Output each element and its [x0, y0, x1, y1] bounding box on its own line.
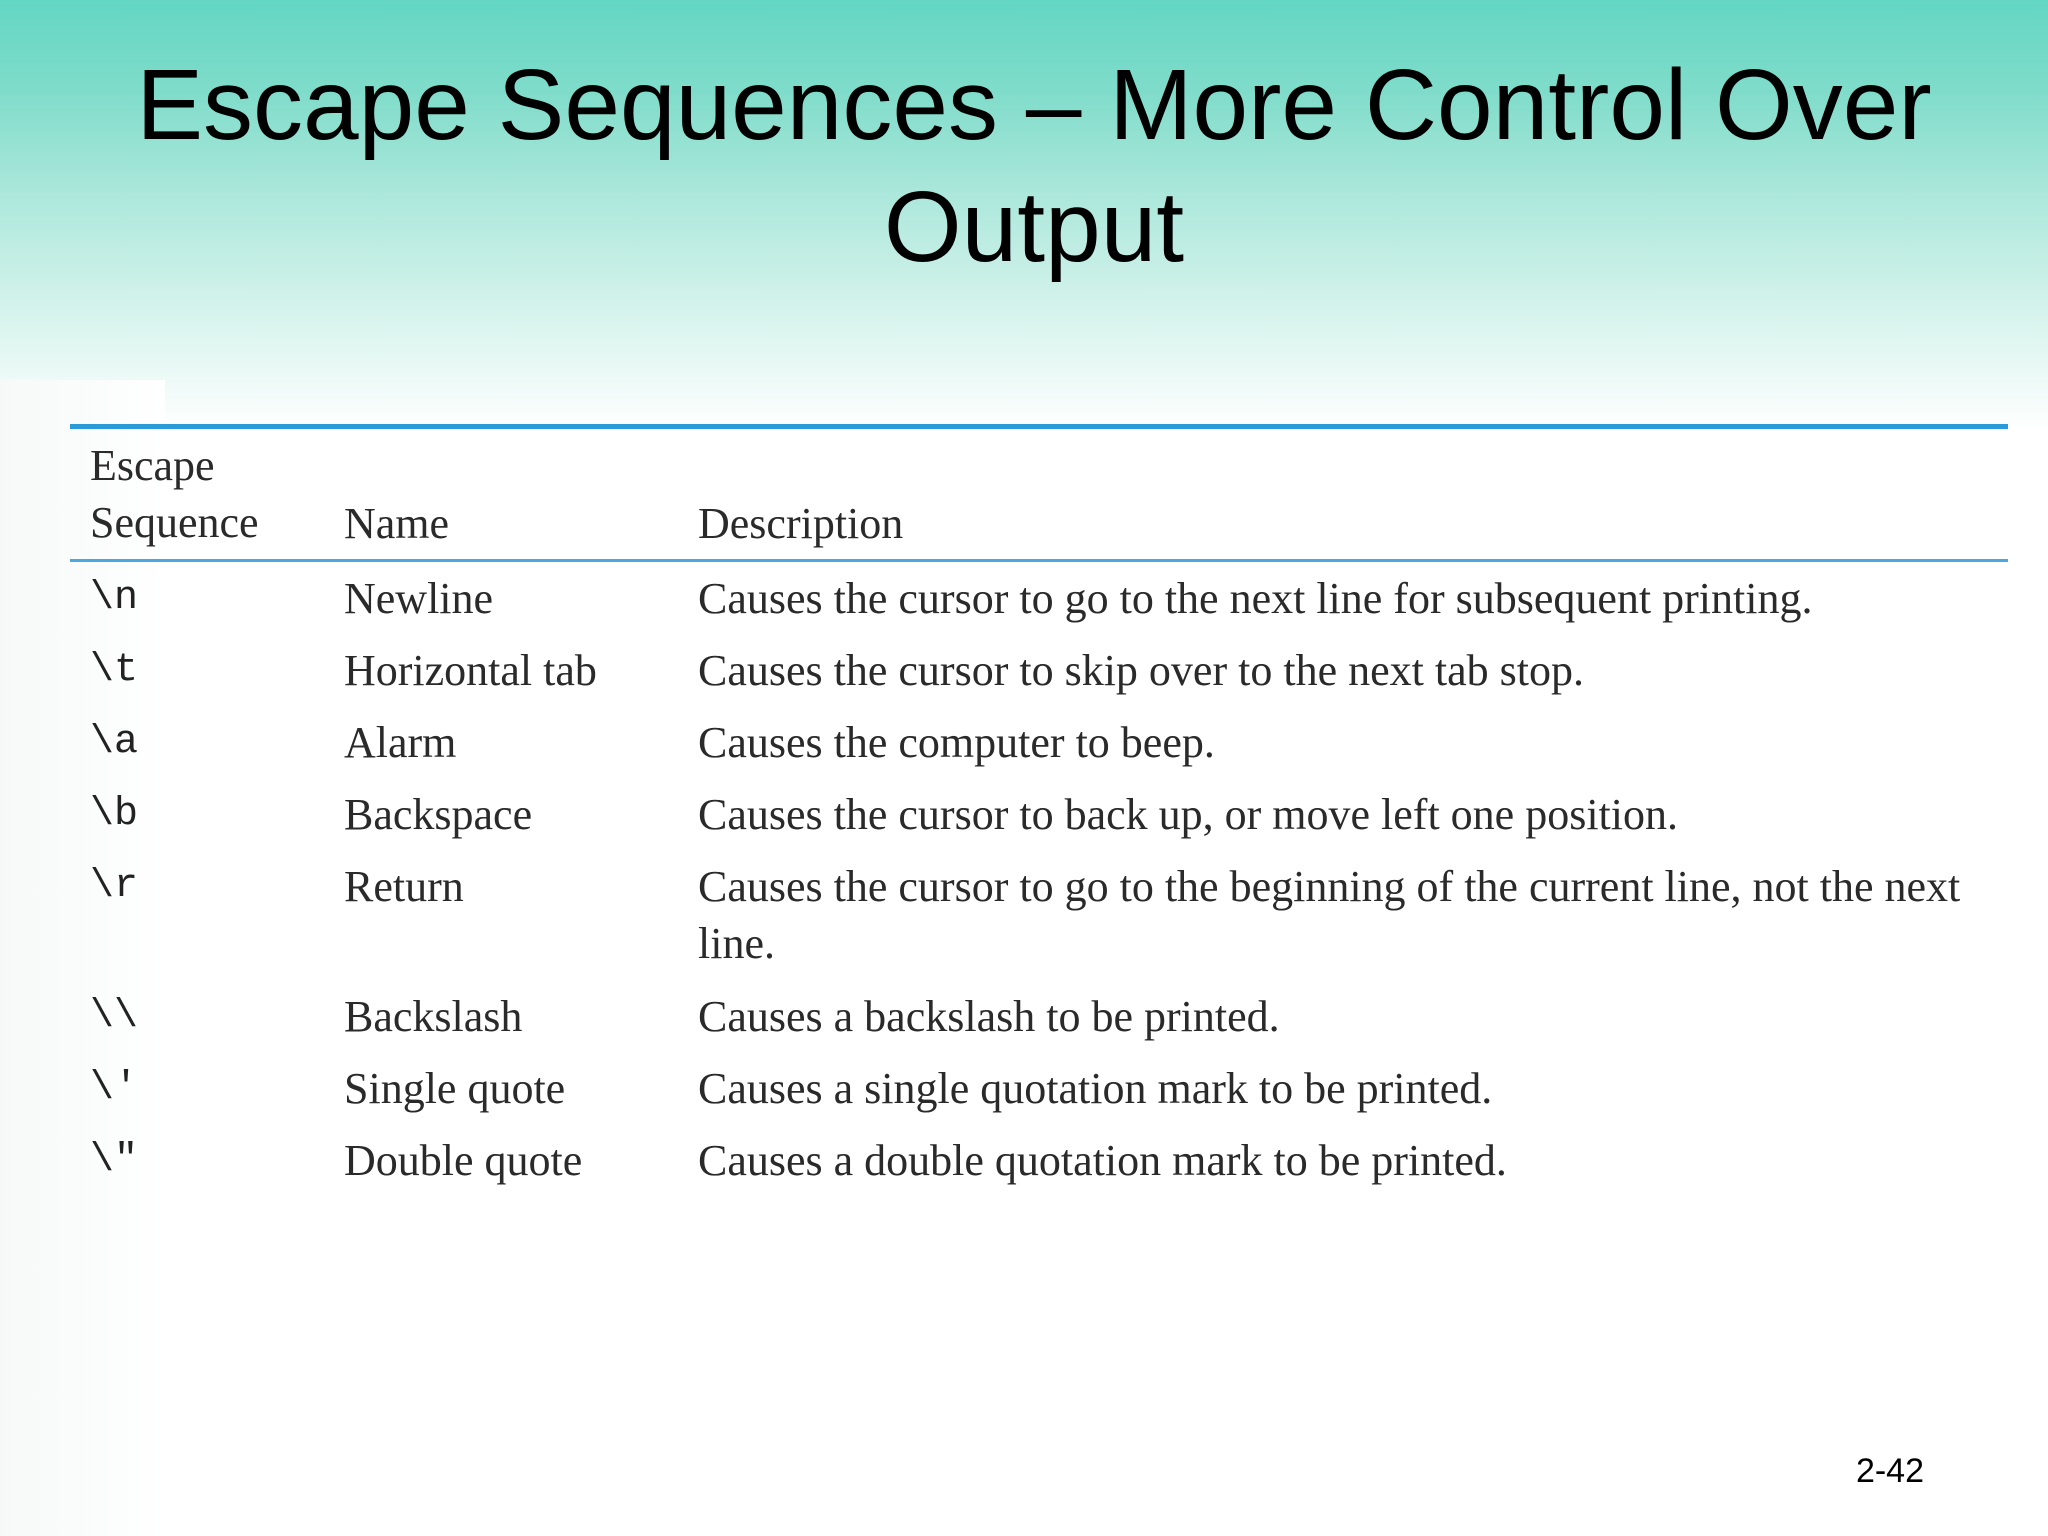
table-row	[70, 634, 2008, 706]
table-row	[70, 1124, 2008, 1196]
header-description: Description	[698, 499, 904, 548]
name-cell: Double quote	[344, 1136, 583, 1185]
description-cell: Causes a single quotation mark to be printed.	[698, 1064, 1493, 1113]
sequence-cell: \'	[90, 1066, 139, 1111]
table-header-row	[70, 429, 2008, 559]
sequence-cell: \"	[90, 1138, 139, 1183]
name-cell: Backslash	[344, 992, 523, 1041]
table-row	[70, 1052, 2008, 1124]
sequence-cell: \a	[90, 720, 139, 765]
header-name: Name	[344, 499, 450, 548]
name-cell: Newline	[344, 574, 494, 623]
table-row	[70, 980, 2008, 1052]
description-cell: Causes a double quotation mark to be printed.	[698, 1136, 1507, 1185]
name-cell: Horizontal tab	[344, 646, 597, 695]
description-cell: Causes a backslash to be printed.	[698, 992, 1280, 1041]
sequence-cell: \\	[90, 994, 139, 1039]
description-cell: Causes the cursor to go to the next line for subsequent printing.	[698, 574, 1813, 623]
description-cell: Causes the cursor to go to the beginning of the current line, not the next line.	[698, 862, 1961, 968]
page-number: 2-42	[1855, 1452, 1924, 1490]
sequence-cell: \n	[90, 576, 139, 621]
table-row	[70, 778, 2008, 850]
table-row	[70, 850, 2008, 980]
sequence-cell: \t	[90, 648, 139, 693]
name-cell: Backspace	[344, 790, 533, 839]
sequence-cell: \b	[90, 792, 139, 837]
description-cell: Causes the computer to beep.	[698, 718, 1215, 767]
slide-title: Escape Sequences – More Control Over Output	[136, 49, 1932, 283]
description-cell: Causes the cursor to skip over to the next tab stop.	[698, 646, 1584, 695]
sequence-cell: \r	[90, 864, 139, 909]
header-escape-sequence: Escape Sequence	[90, 441, 259, 547]
description-cell: Causes the cursor to back up, or move left one position.	[698, 790, 1679, 839]
table-row	[70, 706, 2008, 778]
name-cell: Alarm	[344, 718, 457, 767]
name-cell: Single quote	[344, 1064, 566, 1113]
table-row	[70, 562, 2008, 634]
name-cell: Return	[344, 862, 464, 911]
escape-sequence-table	[70, 424, 2008, 1196]
